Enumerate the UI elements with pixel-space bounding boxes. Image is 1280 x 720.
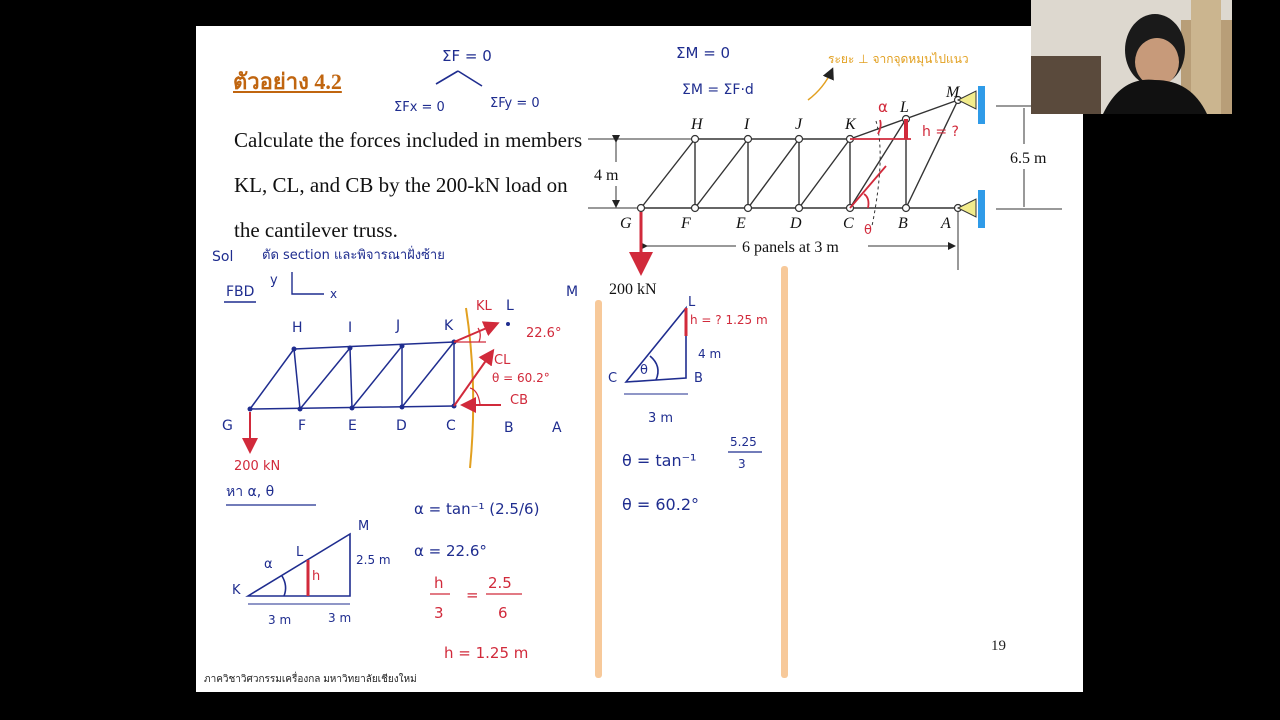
tri-k: K [232, 583, 241, 598]
axis-y: y [270, 273, 278, 288]
fbd-label-k: K [444, 318, 454, 334]
label-m: M [946, 84, 960, 101]
page-number: 19 [991, 638, 1006, 654]
theta-equation-lhs: θ = tan⁻¹ [622, 451, 697, 470]
fbd-label-f: F [298, 418, 307, 434]
tri-alpha: α [264, 557, 273, 572]
dim-total: 6.5 m [1010, 150, 1047, 167]
label-d: D [790, 215, 802, 232]
axis-x: x [330, 287, 338, 301]
fbd-label-m: M [566, 284, 579, 300]
label-c: C [843, 215, 854, 232]
fbd-force-kl: KL [476, 299, 492, 314]
webcam-overlay [1031, 0, 1232, 114]
h-ratio-equals: = [466, 586, 479, 604]
note-distance: ระยะ ⊥ จากจุดหมุนไปแนว [828, 52, 969, 66]
h-ratio-rhs-num: 2.5 [488, 574, 512, 592]
support-icon [958, 86, 985, 228]
tri2-theta: θ [640, 363, 648, 378]
fbd-alpha-value: 22.6° [526, 326, 562, 341]
note-sum-fx: ΣFx = 0 [394, 100, 445, 115]
fig-theta: θ [864, 223, 872, 238]
theta-equation-num: 5.25 [730, 435, 757, 449]
slide [196, 26, 1083, 692]
fig-h-eq: h = ? [922, 124, 959, 140]
note-sum-m-detail: ΣM = ΣF·d [682, 82, 754, 98]
fbd-label-g: G [222, 418, 233, 434]
fbd-load: 200 kN [234, 459, 281, 474]
triangle-cbl [624, 308, 688, 394]
fbd-label-b: B [504, 420, 514, 436]
dim-panels: 6 panels at 3 m [742, 239, 839, 256]
tri2-c: C [608, 371, 618, 386]
tri2-side: 4 m [698, 347, 722, 361]
fbd-theta-value: θ = 60.2° [492, 371, 550, 385]
fbd-truss [250, 342, 454, 409]
label-b: B [898, 215, 908, 232]
alpha-value: α = 22.6° [414, 542, 487, 560]
tri-h: h [312, 569, 321, 584]
sol-header: Sol [212, 249, 234, 265]
fbd-label-a: A [552, 420, 562, 436]
tri-side: 2.5 m [356, 553, 391, 567]
note-sum-fy: ΣFy = 0 [490, 96, 540, 111]
fbd-label-h: H [292, 320, 303, 336]
label-a: A [941, 215, 951, 232]
label-k: K [845, 116, 856, 133]
label-f: F [681, 215, 691, 232]
fbd-label-l: L [506, 298, 514, 314]
fbd-label: FBD [226, 284, 255, 300]
alpha-equation: α = tan⁻¹ (2.5/6) [414, 500, 540, 518]
fig-alpha: α [878, 98, 888, 116]
fbd-label-e: E [348, 418, 357, 434]
tri-l: L [296, 545, 304, 560]
label-g: G [620, 215, 632, 232]
fbd-force-cb: CB [510, 393, 528, 408]
divider-right [781, 266, 788, 678]
theta-value: θ = 60.2° [622, 495, 699, 514]
slide-footer: ภาควิชาวิศวกรรมเครื่องกล มหาวิทยาลัยเชียงใหม่ [204, 674, 417, 685]
label-e: E [736, 215, 746, 232]
example-title: ตัวอย่าง 4.2 [233, 69, 342, 94]
tri-base-1: 3 m [268, 613, 292, 627]
label-i: I [744, 116, 750, 133]
h-ratio-lhs-num: h [434, 574, 444, 592]
tri-base-2: 3 m [328, 611, 352, 625]
tri2-b: B [694, 371, 703, 386]
label-j: J [795, 116, 803, 133]
h-ratio-rhs-den: 6 [498, 604, 508, 622]
webcam-person-icon [1031, 0, 1232, 114]
fbd-label-j: J [396, 318, 401, 334]
h-value: h = 1.25 m [444, 644, 529, 662]
tri-m: M [358, 519, 370, 534]
note-sum-f: ΣF = 0 [442, 47, 492, 65]
theta-equation-den: 3 [738, 457, 746, 471]
label-h: H [691, 116, 703, 133]
fbd-label-i: I [348, 320, 353, 336]
fbd-force-cl: CL [494, 353, 511, 368]
divider-left [595, 300, 602, 678]
h-ratio-lhs-den: 3 [434, 604, 444, 622]
dim-height: 4 m [594, 167, 619, 184]
tri2-l: L [688, 295, 696, 310]
tri2-h: h = ? 1.25 m [690, 313, 768, 327]
problem-statement: Calculate the forces included in members KL, CL, and CB by the 200-kN load on the cantilever truss. [234, 128, 583, 242]
note-sum-m: ΣM = 0 [676, 44, 731, 62]
tri2-base: 3 m [648, 411, 674, 426]
load-label: 200 kN [609, 281, 657, 298]
label-l: L [900, 99, 909, 116]
fbd-label-c: C [446, 418, 456, 434]
find-header: หา α, θ [226, 484, 275, 500]
fbd-label-d: D [396, 418, 407, 434]
sol-text: ตัด section และพิจารณาฝั่งซ้าย [262, 248, 445, 263]
slide-drawing [196, 26, 1083, 692]
